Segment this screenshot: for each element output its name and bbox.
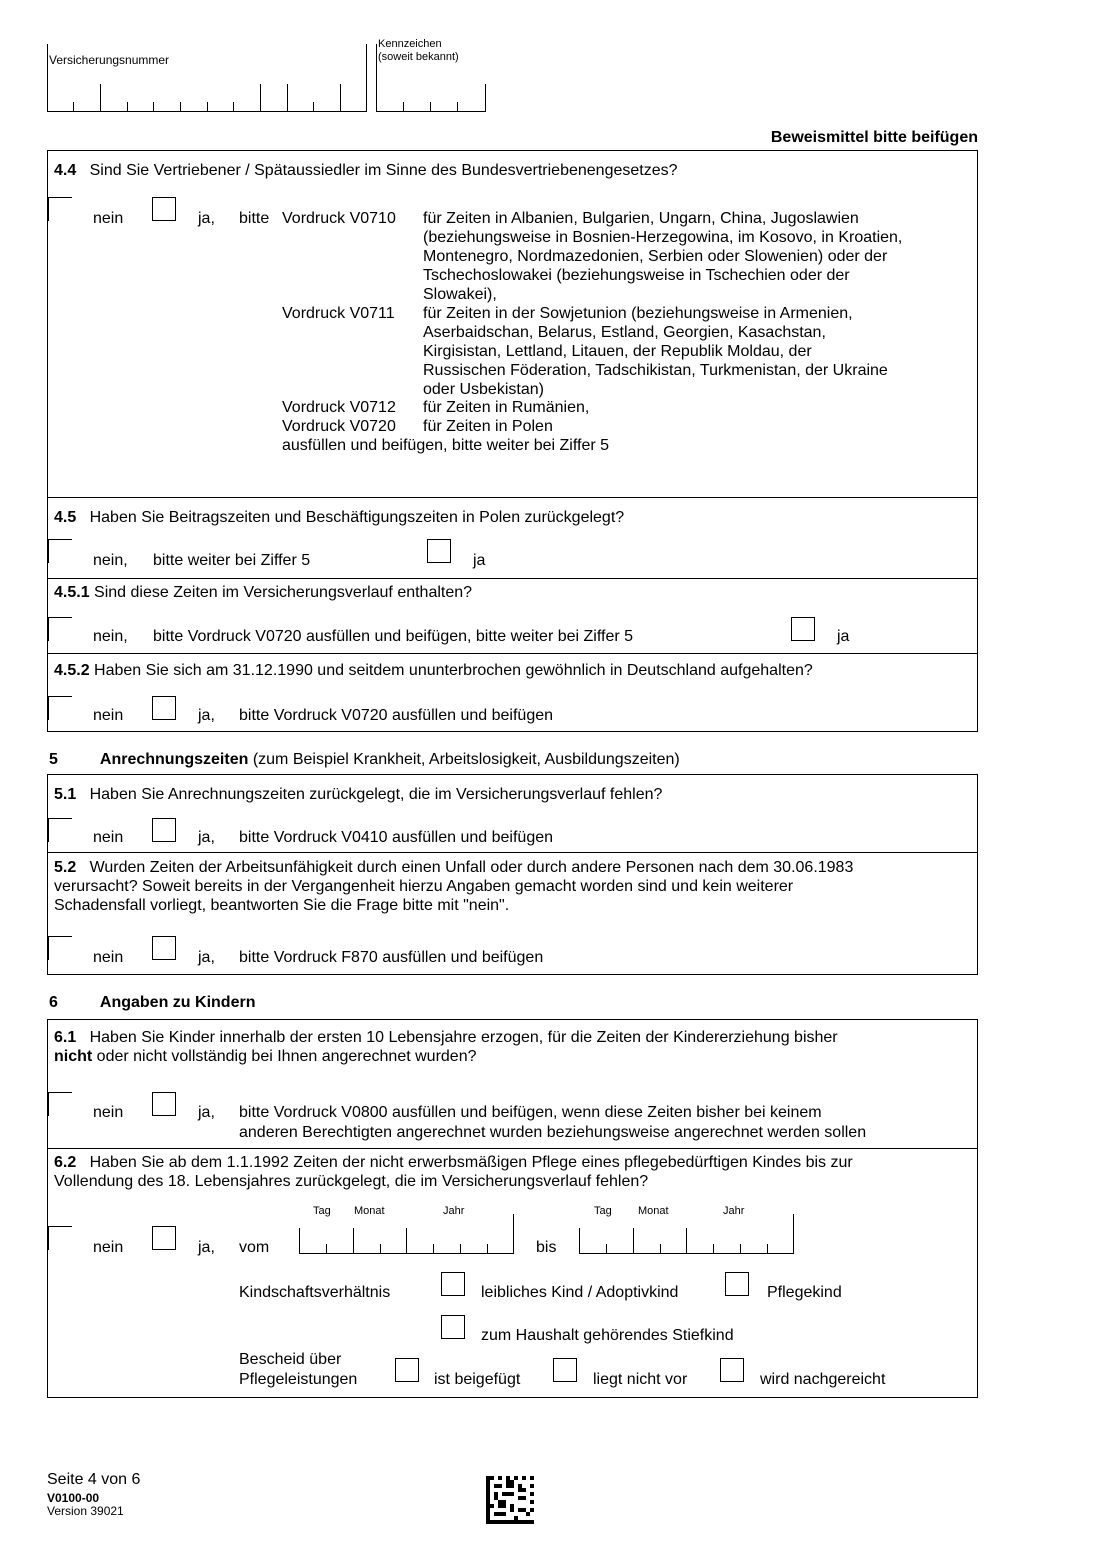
form-id: V0100-00 [47, 1491, 100, 1505]
s44-form-v0720: Vordruck V0720 [282, 418, 396, 435]
beweis-note: Beweismittel bitte beifügen [770, 129, 978, 146]
datamatrix-code [486, 1476, 534, 1524]
s52-ja-label: ja, [198, 949, 215, 966]
bescheid-label: Bescheid über Pflegeleistungen [239, 1351, 358, 1388]
section-6-box [47, 1019, 978, 1398]
nachgereicht-label: wird nachgereicht [760, 1371, 886, 1388]
s51-question: 5.1 Haben Sie Anrechnungszeiten zurückgelegt, die im Versicherungsverlauf fehlen? [54, 786, 663, 803]
kz-label-2: (soweit bekannt) [378, 51, 459, 63]
beigefuegt-checkbox[interactable] [395, 1358, 419, 1382]
s51-ja-label: ja, [198, 829, 215, 846]
s61-ja-label: ja, [198, 1104, 215, 1121]
s45-ja-checkbox[interactable] [427, 539, 451, 563]
kennzeichen-field[interactable] [376, 44, 486, 112]
vom-jahr-label: Jahr [443, 1205, 465, 1217]
vom-monat-label: Monat [354, 1205, 385, 1217]
s44-ja-label: ja, [198, 210, 215, 227]
s61-ja-checkbox[interactable] [152, 1092, 176, 1116]
s45-nein-checkbox[interactable] [48, 539, 72, 563]
nachgereicht-checkbox[interactable] [720, 1358, 744, 1382]
pflegekind-label: Pflegekind [767, 1284, 842, 1301]
s5-heading: 5 Anrechnungszeiten (zum Beispiel Krankheit, Arbeitslosigkeit, Ausbildungszeiten) [49, 751, 680, 768]
section-4-box [47, 150, 978, 732]
s51-nein-label: nein [93, 829, 124, 846]
kind-label: Kindschaftsverhältnis [239, 1284, 391, 1301]
s451-ja-checkbox[interactable] [791, 617, 815, 641]
s451-nein-label: nein, [93, 628, 128, 645]
s45-nein-note: bitte weiter bei Ziffer 5 [153, 552, 311, 569]
s62-nein-checkbox[interactable] [48, 1226, 72, 1250]
s62-ja-checkbox[interactable] [152, 1226, 176, 1250]
kz-label-1: Kennzeichen [378, 38, 442, 50]
s44-nein-label: nein [93, 210, 124, 227]
stiefkind-label: zum Haushalt gehörendes Stiefkind [481, 1327, 734, 1344]
nicht-vor-checkbox[interactable] [553, 1358, 577, 1382]
s61-nein-checkbox[interactable] [48, 1092, 72, 1116]
bis-tag-label: Tag [594, 1205, 612, 1217]
s44-v0711-text: für Zeiten in der Sowjetunion (beziehungsweise in Armenien, Aserbaidschan, Belarus, Estland, Georgien, Kasachstan, Kirgisistan, Lettland, Litauen, der Republik Moldau, der Russischen Föderation, Tadschikistan, Turkmenistan, der Ukraine oder Usbekistan) [423, 305, 888, 398]
s44-footer: ausfüllen und beifügen, bitte weiter bei Ziffer 5 [282, 437, 610, 454]
page-number: Seite 4 von 6 [47, 1471, 141, 1488]
s52-ja-note: bitte Vordruck F870 ausfüllen und beifügen [239, 949, 544, 966]
s62-ja-label: ja, [198, 1239, 215, 1256]
s44-question: 4.4 Sind Sie Vertriebener / Spätaussiedler im Sinne des Bundesvertriebenengesetzes? [54, 162, 678, 179]
s452-nein-checkbox[interactable] [48, 696, 72, 720]
s52-ja-checkbox[interactable] [152, 936, 176, 960]
s62-question: 6.2 Haben Sie ab dem 1.1.1992 Zeiten der nicht erwerbsmäßigen Pflege eines pflegebedürftigen Kindes bis zur Vollendung des 18. Lebensjahres zurückgelegt, die im Versicherungsverlauf fehlen? [54, 1154, 853, 1190]
s52-nein-label: nein [93, 949, 124, 966]
s45-nein-label: nein, [93, 552, 128, 569]
s452-question: 4.5.2 Haben Sie sich am 31.12.1990 und seitdem ununterbrochen gewöhnlich in Deutschland aufgehalten? [54, 662, 813, 679]
s62-bis-label: bis [536, 1239, 557, 1256]
s61-question: 6.1 Haben Sie Kinder innerhalb der ersten 10 Lebensjahre erzogen, für die Zeiten der Kindererziehung bisher nicht oder nicht vollständig bei Ihnen angerechnet wurden? [54, 1029, 838, 1065]
vnr-field[interactable] [47, 44, 367, 112]
s451-ja-label: ja [837, 628, 850, 645]
s62-nein-label: nein [93, 1239, 124, 1256]
s451-nein-checkbox[interactable] [48, 617, 72, 641]
bis-monat-label: Monat [638, 1205, 669, 1217]
s52-nein-checkbox[interactable] [48, 936, 72, 960]
leiblich-checkbox[interactable] [441, 1272, 465, 1296]
s61-nein-label: nein [93, 1104, 124, 1121]
s452-nein-label: nein [93, 707, 124, 724]
vom-tag-label: Tag [313, 1205, 331, 1217]
s45-ja-label: ja [473, 552, 486, 569]
section-5-box [47, 774, 978, 975]
s44-ja-checkbox[interactable] [152, 197, 176, 221]
s44-v0720-text: für Zeiten in Polen [423, 418, 553, 435]
beigefuegt-label: ist beigefügt [434, 1371, 521, 1388]
s452-ja-note: bitte Vordruck V0720 ausfüllen und beifügen [239, 707, 554, 724]
s61-ja-note: bitte Vordruck V0800 ausfüllen und beifügen, wenn diese Zeiten bisher bei keinem anderen Berechtigten angerechnet wurden beziehungsweise angerechnet werden sollen [239, 1104, 867, 1141]
s44-form-v0711: Vordruck V0711 [282, 305, 395, 322]
pflegekind-checkbox[interactable] [725, 1272, 749, 1296]
s452-ja-label: ja, [198, 707, 215, 724]
s44-bitte: bitte [239, 210, 270, 227]
s44-v0710-text: für Zeiten in Albanien, Bulgarien, Ungarn, China, Jugoslawien (beziehungsweise in Bosnien-Herzegowina, im Kosovo, in Kroatien, Montenegro, Nordmazedonien, Serbien oder Slowenien) oder der Tschechoslowakei (beziehungsweise in Tschechien oder der Slowakei), [423, 210, 903, 303]
bis-jahr-label: Jahr [723, 1205, 745, 1217]
s45-question: 4.5 Haben Sie Beitragszeiten und Beschäftigungszeiten in Polen zurückgelegt? [54, 509, 625, 526]
s44-form-v0712: Vordruck V0712 [282, 399, 396, 416]
s44-v0712-text: für Zeiten in Rumänien, [423, 399, 590, 416]
s451-nein-note: bitte Vordruck V0720 ausfüllen und beifügen, bitte weiter bei Ziffer 5 [153, 628, 634, 645]
s62-vom-label: vom [239, 1239, 270, 1256]
s6-heading: 6 Angaben zu Kindern [49, 994, 256, 1011]
stiefkind-checkbox[interactable] [441, 1315, 465, 1339]
nicht-vor-label: liegt nicht vor [593, 1371, 688, 1388]
bis-date-field[interactable] [579, 1214, 794, 1254]
s452-ja-checkbox[interactable] [152, 696, 176, 720]
vom-date-field[interactable] [299, 1214, 514, 1254]
s44-form-v0710: Vordruck V0710 [282, 210, 396, 227]
vnr-label: Versicherungsnummer [49, 53, 170, 67]
form-version: Version 39021 [47, 1504, 124, 1518]
s51-ja-checkbox[interactable] [152, 818, 176, 842]
s451-question: 4.5.1 Sind diese Zeiten im Versicherungsverlauf enthalten? [54, 584, 473, 601]
leiblich-label: leibliches Kind / Adoptivkind [481, 1284, 679, 1301]
s52-question: 5.2 Wurden Zeiten der Arbeitsunfähigkeit durch einen Unfall oder durch andere Personen nach dem 30.06.1983 verursacht? Soweit bereits in der Vergangenheit hierzu Angaben gemacht worden sind und kein weiterer Schadensfall vorliegt, beantworten Sie die Frage bitte mit "nein". [54, 859, 854, 914]
s51-nein-checkbox[interactable] [48, 818, 72, 842]
s51-ja-note: bitte Vordruck V0410 ausfüllen und beifügen [239, 829, 554, 846]
s44-nein-checkbox[interactable] [48, 197, 72, 221]
